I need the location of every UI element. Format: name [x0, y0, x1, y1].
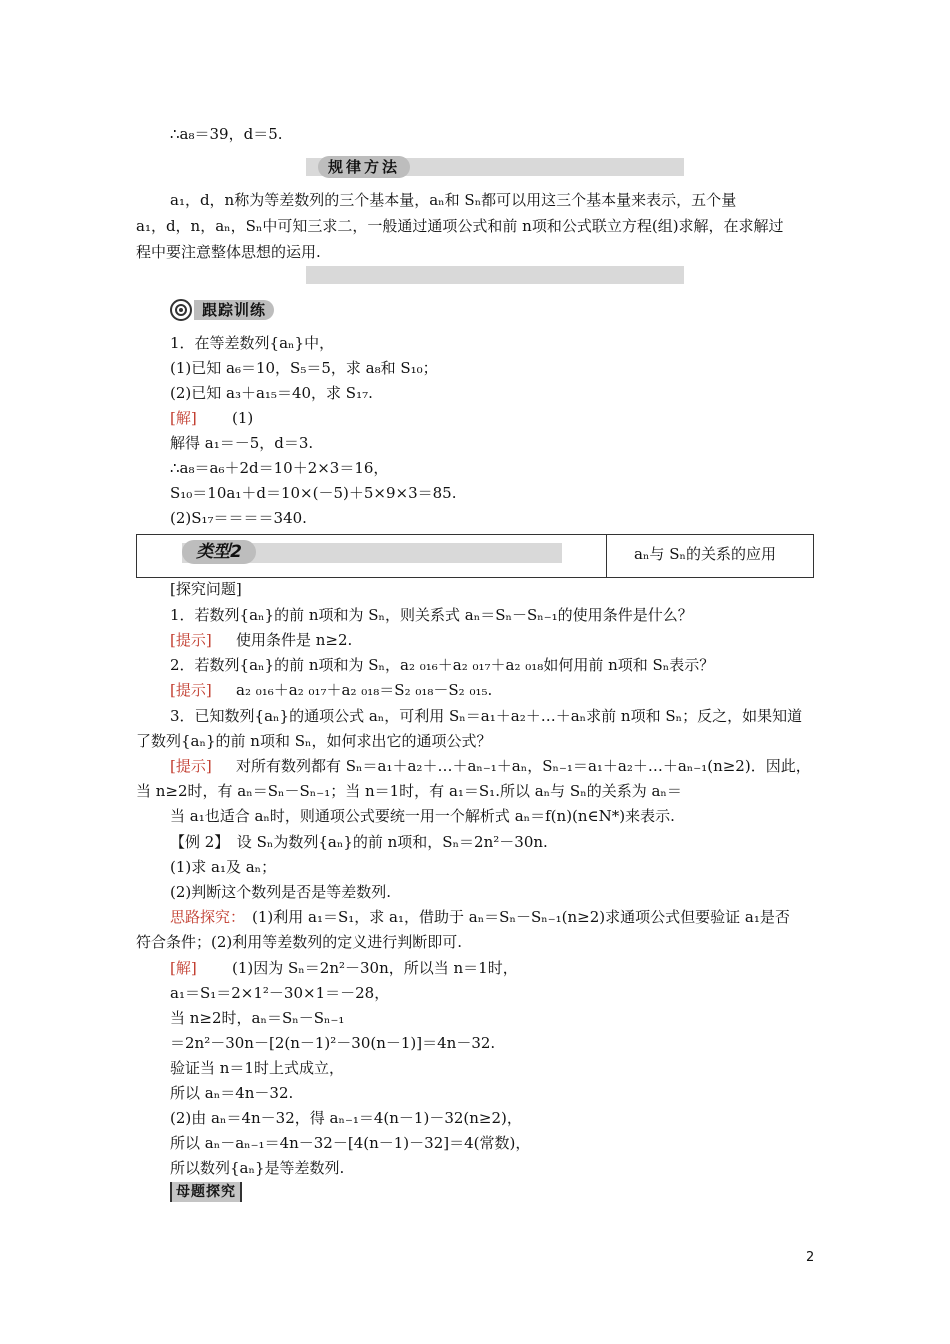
tracking-title: 跟踪训练	[194, 300, 274, 320]
text-line: (1)	[232, 409, 254, 427]
text-line: ∴a₈＝39，d＝5.	[170, 125, 283, 143]
text-line: 程中要注意整体思想的运用.	[136, 243, 321, 261]
text-line: (2)判断这个数列是否是等差数列.	[170, 883, 392, 901]
red-tag: [解]	[170, 409, 197, 427]
text-line: 当 a₁也适合 aₙ时，则通项公式要统一用一个解析式 aₙ＝f(n)(n∈N*)来表示.	[170, 807, 675, 825]
text-line: 所以 aₙ－aₙ₋₁＝4n－32－[4(n－1)－32]＝4(常数)，	[170, 1134, 531, 1152]
text-line: (1)因为 Sₙ＝2n²－30n，所以当 n＝1时，	[232, 959, 518, 977]
page-number: 2	[806, 1250, 815, 1265]
text-line: 使用条件是 n≥2.	[236, 631, 353, 649]
target-icon	[170, 299, 192, 321]
method-title: 规律方法	[318, 156, 410, 178]
type-description: aₙ与 Sₙ的关系的应用	[634, 545, 776, 563]
text-line: (1)已知 a₆＝10，S₅＝5，求 a₈和 S₁₀；	[170, 359, 438, 377]
text-line: 1．若数列{aₙ}的前 n项和为 Sₙ，则关系式 aₙ＝Sₙ－Sₙ₋₁的使用条件是什么？	[170, 606, 693, 624]
text-line: a₁，d，n称为等差数列的三个基本量，aₙ和 Sₙ都可以用这三个基本量来表示，五个量	[170, 191, 737, 209]
text-line: (1)求 a₁及 aₙ；	[170, 858, 277, 876]
text-line: S₁₀＝10a₁＋d＝10×(－5)＋5×9×3＝85.	[170, 484, 457, 502]
text-line: ＝2n²－30n－[2(n－1)²－30(n－1)]＝4n－32.	[170, 1034, 496, 1052]
text-line: (2)S₁₇＝＝＝＝340.	[170, 509, 307, 527]
text-line: 验证当 n＝1时上式成立，	[170, 1059, 344, 1077]
text-line: 解得 a₁＝－5，d＝3.	[170, 434, 314, 452]
text-line: 所以 aₙ＝4n－32.	[170, 1084, 294, 1102]
text-line: 符合条件；(2)利用等差数列的定义进行判断即可.	[136, 933, 463, 951]
red-tag: [提示]	[170, 631, 212, 649]
red-tag: [提示]	[170, 757, 212, 775]
text-line: 当 n≥2时，有 aₙ＝Sₙ－Sₙ₋₁；当 n＝1时，有 a₁＝S₁.所以 aₙ与 Sₙ的关系为 aₙ＝	[136, 782, 682, 800]
text-line: 2．若数列{aₙ}的前 n项和为 Sₙ，a₂ ₀₁₆＋a₂ ₀₁₇＋a₂ ₀₁₈如何用前 n项和 Sₙ表示？	[170, 656, 715, 674]
text-line: 1．在等差数列{aₙ}中，	[170, 334, 335, 352]
method-bottom-band	[306, 266, 684, 284]
type-label: 类型2	[182, 540, 256, 564]
text-line: a₁＝S₁＝2×1²－30×1＝－28，	[170, 984, 390, 1002]
red-tag: [提示]	[170, 681, 212, 699]
red-tag: 思路探究：	[170, 908, 246, 926]
text-line: 3．已知数列{aₙ}的通项公式 aₙ，可利用 Sₙ＝a₁＋a₂＋…＋aₙ求前 n项和 Sₙ；反之，如果知道	[170, 707, 803, 725]
mother-topic-heading: 母题探究	[170, 1182, 242, 1202]
text-line: 所以数列{aₙ}是等差数列.	[170, 1159, 345, 1177]
text-line: a₁，d，n，aₙ，Sₙ中可知三求二，一般通过通项公式和前 n项和公式联立方程(组)求解，在求解过	[136, 217, 784, 235]
text-line: 对所有数列都有 Sₙ＝a₁＋a₂＋…＋aₙ₋₁＋aₙ，Sₙ₋₁＝a₁＋a₂＋…＋aₙ₋₁(n≥2)．因此，	[236, 757, 811, 775]
red-tag: [解]	[170, 959, 197, 977]
text-line: a₂ ₀₁₆＋a₂ ₀₁₇＋a₂ ₀₁₈＝S₂ ₀₁₈－S₂ ₀₁₅.	[236, 681, 493, 699]
text-line: [探究问题]	[170, 580, 242, 598]
tracking-heading	[170, 298, 288, 322]
text-line: (2)由 aₙ＝4n－32，得 aₙ₋₁＝4(n－1)－32(n≥2)，	[170, 1109, 522, 1127]
type-header-divider	[606, 534, 607, 578]
text-line: ∴a₈＝a₆＋2d＝10＋2×3＝16，	[170, 459, 389, 477]
text-line: 【例 2】 设 Sₙ为数列{aₙ}的前 n项和，Sₙ＝2n²－30n.	[170, 833, 548, 851]
text-line: (2)已知 a₃＋a₁₅＝40，求 S₁₇.	[170, 384, 373, 402]
text-line: 了数列{aₙ}的前 n项和 Sₙ，如何求出它的通项公式？	[136, 732, 492, 750]
text-line: 当 n≥2时，aₙ＝Sₙ－Sₙ₋₁	[170, 1009, 345, 1027]
text-line: (1)利用 a₁＝S₁，求 a₁，借助于 aₙ＝Sₙ－Sₙ₋₁(n≥2)求通项公式但要验证 a₁是否	[252, 908, 790, 926]
